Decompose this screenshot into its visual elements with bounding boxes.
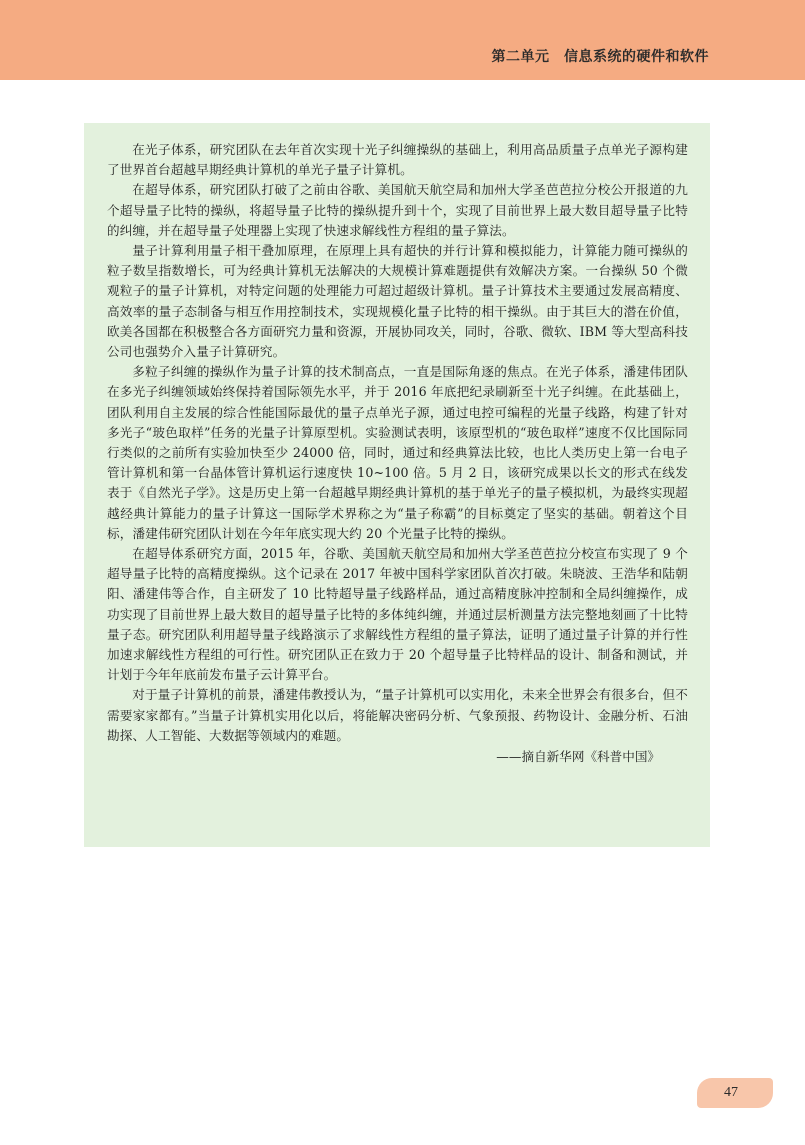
paragraph: 在超导体系研究方面，2015 年，谷歌、美国航天航空局和加州大学圣芭芭拉分校宣布实现了 9 个超导量子比特的高精度操纵。这个记录在 2017 年被中国科学家团队首次打破。朱晓波、王浩华和陆朝阳、潘建伟等合作，自主研发了 10 比特超导量子线路样品，通过高精度脉冲控制和全局纠缠操作，成功实现了目前世界上最大数目的超导量子比特的多体纯纠缠，并通过层析测量方法完整地刻画了十比特量子态。研究团队利用超导量子线路演示了求解线性方程组的量子算法，证明了通过量子计算的并行性加速求解线性方程组的可行性。研究团队正在致力于 20 个超导量子比特样品的设计、制备和测试，并计划于今年年底前发布量子云计算平台。 [107,546,688,683]
paragraph: 在光子体系，研究团队在去年首次实现十光子纠缠操纵的基础上，利用高品质量子点单光子源构建了世界首台超越早期经典计算机的单光子量子计算机。 [107,142,688,178]
page-number: 47 [724,1085,738,1100]
paragraph: 在超导体系，研究团队打破了之前由谷歌、美国航天航空局和加州大学圣芭芭拉分校公开报道的九个超导量子比特的操纵，将超导量子比特的操纵提升到十个，实现了目前世界上最大数目超导量子比特的纠缠，并在超导量子处理器上实现了快速求解线性方程组的量子算法。 [107,182,688,238]
reading-box [84,123,710,847]
paragraph: 对于量子计算机的前景，潘建伟教授认为，“量子计算机可以实用化，未来全世界会有很多台，但不需要家家都有。”当量子计算机实用化以后，将能解决密码分析、气象预报、药物设计、金融分析、石油勘探、人工智能、大数据等领域内的难题。 [107,687,688,743]
header-band [0,0,805,80]
paragraph: 量子计算利用量子相干叠加原理，在原理上具有超快的并行计算和模拟能力，计算能力随可操纵的粒子数呈指数增长，可为经典计算机无法解决的大规模计算难题提供有效解决方案。一台操纵 50 个微观粒子的量子计算机，对特定问题的处理能力可超过超级计算机。量子计算技术主要通过发展高精度、高效率的量子态制备与相互作用控制技术，实现规模化量子比特的相干操纵。由于其巨大的潜在价值，欧美各国都在积极整合各方面研究力量和资源，开展协同攻关，同时，谷歌、微软、IBM 等大型高科技公司也强势介入量子计算研究。 [107,243,688,360]
source-citation: ——摘自新华网《科普中国》 [496,749,660,765]
paragraph: 多粒子纠缠的操纵作为量子计算的技术制高点，一直是国际角逐的焦点。在光子体系，潘建伟团队在多光子纠缠领域始终保持着国际领先水平，并于 2016 年底把纪录刷新至十光子纠缠。在此基础上，团队利用自主发展的综合性能国际最优的量子点单光子源，通过电控可编程的光量子线路，构建了针对多光子“玻色取样”任务的光量子计算原型机。实验测试表明，该原型机的“玻色取样”速度不仅比国际同行类似的之前所有实验加快至少 24000 倍，同时，通过和经典算法比较，也比人类历史上第一台电子管计算机和第一台晶体管计算机运行速度快 10~100 倍。5 月 2 日，该研究成果以长文的形式在线发表于《自然光子学》。这是历史上第一台超越早期经典计算机的基于单光子的量子模拟机，为最终实现超越经典计算能力的量子计算这一国际学术界称之为“量子称霸”的目标奠定了坚实的基础。朝着这个目标，潘建伟研究团队计划在今年年底实现大约 20 个光量子比特的操纵。 [107,364,688,541]
page-number-tab [697,1078,773,1108]
unit-title: 第二单元 信息系统的硬件和软件 [491,49,709,65]
